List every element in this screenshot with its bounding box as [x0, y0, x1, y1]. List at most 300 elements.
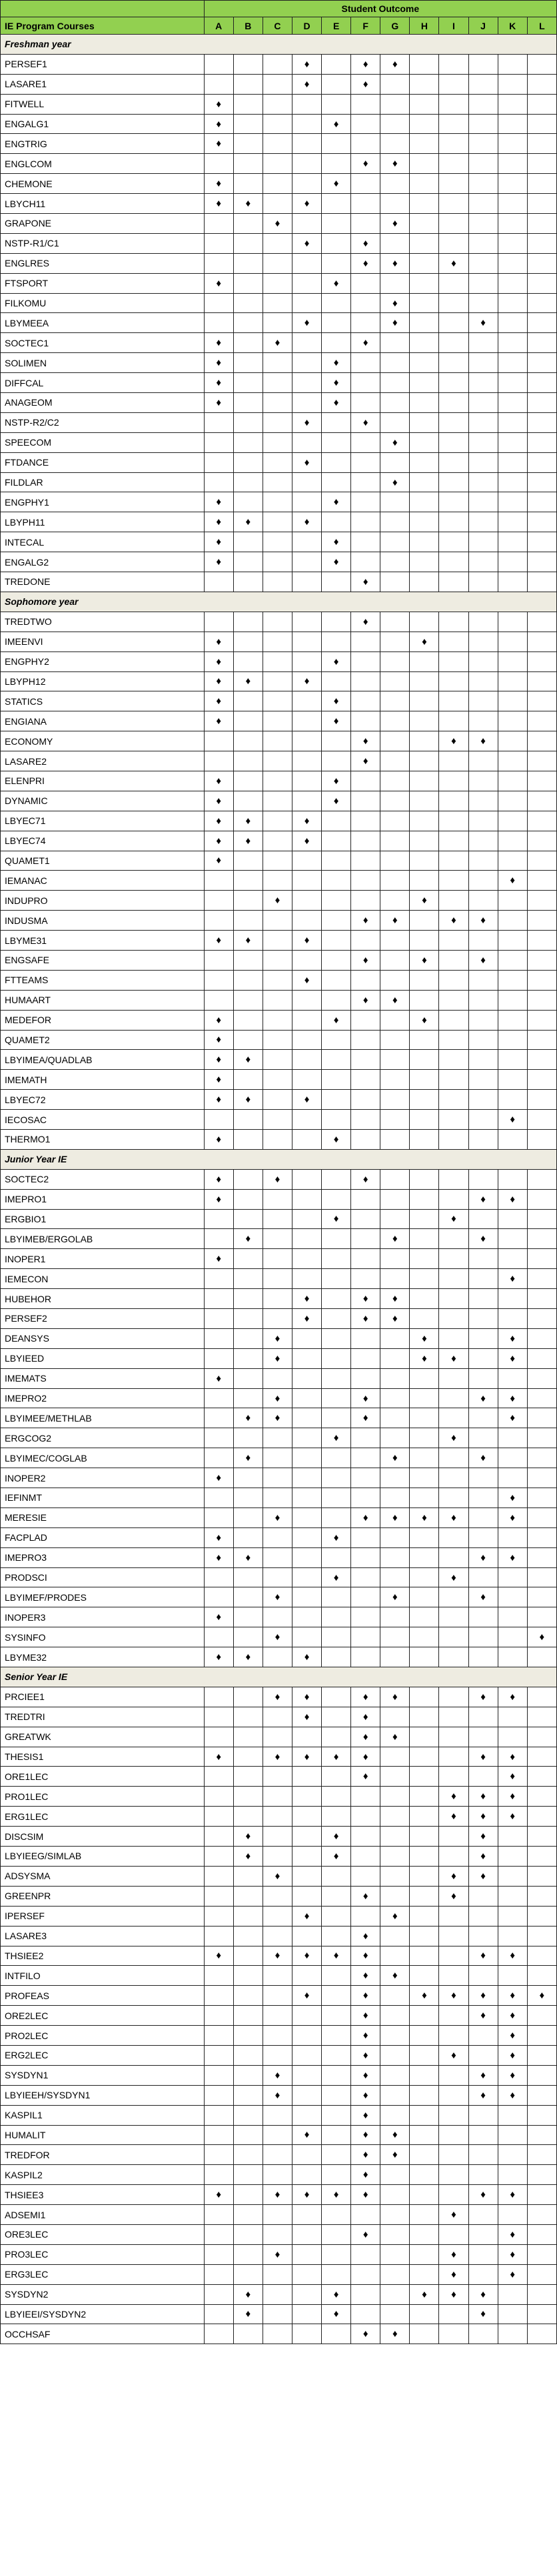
- diamond-mark-icon: ♦: [233, 2284, 263, 2304]
- diamond-mark-icon: ♦: [439, 1807, 468, 1827]
- empty-cell: [380, 333, 410, 353]
- empty-cell: [380, 1707, 410, 1727]
- empty-cell: [263, 1488, 292, 1508]
- diamond-mark-icon: ♦: [263, 2065, 292, 2085]
- empty-cell: [263, 1986, 292, 2006]
- section-header-row: [1, 1149, 557, 1169]
- empty-cell: [263, 572, 292, 592]
- diamond-mark-icon: ♦: [233, 194, 263, 214]
- course-name: LBYIMEC/COGLAB: [1, 1448, 205, 1468]
- course-name: PERSEF2: [1, 1309, 205, 1329]
- course-name: LBYEC72: [1, 1090, 205, 1110]
- empty-cell: [468, 1348, 498, 1368]
- empty-cell: [233, 233, 263, 253]
- empty-cell: [410, 2304, 439, 2324]
- diamond-mark-icon: ♦: [468, 313, 498, 333]
- empty-cell: [498, 174, 527, 194]
- empty-cell: [439, 1010, 468, 1030]
- empty-cell: [351, 1070, 380, 1090]
- empty-cell: [380, 2304, 410, 2324]
- empty-cell: [322, 1189, 351, 1209]
- course-name: SPEECOM: [1, 432, 205, 452]
- empty-cell: [439, 1966, 468, 1986]
- diamond-mark-icon: ♦: [204, 1747, 233, 1767]
- empty-cell: [498, 572, 527, 592]
- empty-cell: [527, 532, 556, 552]
- empty-cell: [380, 1090, 410, 1110]
- diamond-mark-icon: ♦: [498, 1687, 527, 1707]
- empty-cell: [380, 273, 410, 293]
- empty-cell: [410, 2006, 439, 2026]
- diamond-mark-icon: ♦: [233, 512, 263, 532]
- course-name: ORE2LEC: [1, 2006, 205, 2026]
- diamond-mark-icon: ♦: [498, 2026, 527, 2046]
- empty-cell: [263, 1966, 292, 1986]
- empty-cell: [204, 2304, 233, 2324]
- section-title: Freshman year: [1, 35, 557, 55]
- empty-cell: [322, 2165, 351, 2185]
- empty-cell: [439, 1388, 468, 1408]
- empty-cell: [527, 1946, 556, 1966]
- empty-cell: [468, 771, 498, 791]
- diamond-mark-icon: ♦: [468, 1189, 498, 1209]
- empty-cell: [468, 54, 498, 74]
- outcome-column-header: L: [527, 17, 556, 35]
- course-name: INOPER1: [1, 1249, 205, 1269]
- empty-cell: [322, 731, 351, 751]
- empty-cell: [380, 2165, 410, 2185]
- course-name: LASARE2: [1, 751, 205, 771]
- empty-cell: [322, 472, 351, 492]
- empty-cell: [292, 1428, 321, 1448]
- empty-cell: [468, 1926, 498, 1946]
- diamond-mark-icon: ♦: [351, 990, 380, 1010]
- empty-cell: [233, 1986, 263, 2006]
- empty-cell: [322, 194, 351, 214]
- empty-cell: [410, 1090, 439, 1110]
- empty-cell: [468, 353, 498, 373]
- diamond-mark-icon: ♦: [351, 253, 380, 273]
- diamond-mark-icon: ♦: [468, 1807, 498, 1827]
- empty-cell: [263, 253, 292, 273]
- empty-cell: [204, 1687, 233, 1707]
- empty-cell: [468, 114, 498, 134]
- empty-cell: [322, 572, 351, 592]
- empty-cell: [527, 1966, 556, 1986]
- course-name: INDUPRO: [1, 891, 205, 911]
- diamond-mark-icon: ♦: [322, 114, 351, 134]
- table-row: [1, 1269, 557, 1289]
- empty-cell: [527, 1807, 556, 1827]
- empty-cell: [351, 472, 380, 492]
- empty-cell: [233, 1388, 263, 1408]
- diamond-mark-icon: ♦: [439, 1428, 468, 1448]
- diamond-mark-icon: ♦: [498, 1348, 527, 1368]
- empty-cell: [322, 1886, 351, 1906]
- diamond-mark-icon: ♦: [204, 1030, 233, 1050]
- empty-cell: [233, 452, 263, 472]
- empty-cell: [380, 612, 410, 632]
- empty-cell: [204, 293, 233, 313]
- empty-cell: [351, 214, 380, 234]
- empty-cell: [527, 472, 556, 492]
- table-row: [1, 990, 557, 1010]
- empty-cell: [468, 1527, 498, 1547]
- empty-cell: [527, 2264, 556, 2284]
- diamond-mark-icon: ♦: [263, 1348, 292, 1368]
- empty-cell: [439, 891, 468, 911]
- diamond-mark-icon: ♦: [204, 1090, 233, 1110]
- empty-cell: [468, 751, 498, 771]
- table-body: [1, 35, 557, 2344]
- empty-cell: [351, 2264, 380, 2284]
- empty-cell: [527, 1827, 556, 1847]
- empty-cell: [292, 1169, 321, 1189]
- course-name: HUMALIT: [1, 2125, 205, 2145]
- empty-cell: [410, 1249, 439, 1269]
- empty-cell: [233, 2006, 263, 2026]
- empty-cell: [527, 1209, 556, 1229]
- empty-cell: [322, 1269, 351, 1289]
- empty-cell: [233, 1527, 263, 1547]
- empty-cell: [468, 691, 498, 711]
- empty-cell: [233, 1428, 263, 1448]
- table-row: [1, 871, 557, 891]
- course-name: HUBEHOR: [1, 1289, 205, 1309]
- empty-cell: [233, 2165, 263, 2185]
- empty-cell: [380, 2045, 410, 2065]
- table-row: [1, 1289, 557, 1309]
- empty-cell: [204, 1767, 233, 1787]
- empty-cell: [263, 2205, 292, 2225]
- empty-cell: [439, 612, 468, 632]
- empty-cell: [527, 2085, 556, 2105]
- empty-cell: [439, 134, 468, 154]
- empty-cell: [468, 512, 498, 532]
- outcome-column-header: K: [498, 17, 527, 35]
- empty-cell: [204, 2045, 233, 2065]
- empty-cell: [322, 671, 351, 691]
- empty-cell: [292, 911, 321, 931]
- empty-cell: [468, 174, 498, 194]
- empty-cell: [204, 2205, 233, 2225]
- course-name: ERGCOG2: [1, 1428, 205, 1448]
- diamond-mark-icon: ♦: [263, 1328, 292, 1348]
- table-row: [1, 572, 557, 592]
- empty-cell: [292, 1050, 321, 1070]
- section-header-row: [1, 1667, 557, 1687]
- empty-cell: [498, 2324, 527, 2344]
- diamond-mark-icon: ♦: [204, 1070, 233, 1090]
- empty-cell: [351, 1527, 380, 1547]
- empty-cell: [410, 1289, 439, 1309]
- empty-cell: [380, 851, 410, 871]
- empty-cell: [439, 1847, 468, 1867]
- table-row: [1, 771, 557, 791]
- empty-cell: [439, 1647, 468, 1667]
- empty-cell: [439, 2145, 468, 2165]
- empty-cell: [439, 1229, 468, 1249]
- empty-cell: [498, 154, 527, 174]
- empty-cell: [380, 751, 410, 771]
- table-row: [1, 1906, 557, 1926]
- diamond-mark-icon: ♦: [322, 1567, 351, 1587]
- empty-cell: [498, 54, 527, 74]
- table-row: [1, 1926, 557, 1946]
- empty-cell: [498, 1468, 527, 1488]
- empty-cell: [498, 1249, 527, 1269]
- empty-cell: [439, 572, 468, 592]
- empty-cell: [322, 1448, 351, 1468]
- diamond-mark-icon: ♦: [263, 1946, 292, 1966]
- table-row: [1, 2244, 557, 2264]
- section-title: Sophomore year: [1, 592, 557, 612]
- empty-cell: [410, 1767, 439, 1787]
- empty-cell: [527, 1348, 556, 1368]
- empty-cell: [468, 492, 498, 512]
- empty-cell: [322, 911, 351, 931]
- empty-cell: [204, 2224, 233, 2244]
- empty-cell: [204, 1209, 233, 1229]
- outcome-column-header: J: [468, 17, 498, 35]
- diamond-mark-icon: ♦: [292, 931, 321, 951]
- course-name: ORE3LEC: [1, 2224, 205, 2244]
- empty-cell: [292, 950, 321, 970]
- empty-cell: [498, 1289, 527, 1309]
- diamond-mark-icon: ♦: [351, 1408, 380, 1428]
- empty-cell: [439, 771, 468, 791]
- empty-cell: [468, 273, 498, 293]
- table-row: [1, 1030, 557, 1050]
- empty-cell: [380, 1607, 410, 1627]
- empty-cell: [498, 1309, 527, 1329]
- course-name: GREATWK: [1, 1727, 205, 1747]
- empty-cell: [204, 1926, 233, 1946]
- empty-cell: [439, 2165, 468, 2185]
- empty-cell: [527, 1527, 556, 1547]
- empty-cell: [410, 1189, 439, 1209]
- empty-cell: [233, 1687, 263, 1707]
- empty-cell: [468, 2125, 498, 2145]
- empty-cell: [351, 1110, 380, 1130]
- empty-cell: [380, 114, 410, 134]
- empty-cell: [527, 1847, 556, 1867]
- empty-cell: [292, 2085, 321, 2105]
- diamond-mark-icon: ♦: [204, 492, 233, 512]
- empty-cell: [322, 891, 351, 911]
- empty-cell: [233, 1787, 263, 1807]
- empty-cell: [498, 1647, 527, 1667]
- empty-cell: [439, 632, 468, 651]
- table-row: [1, 1946, 557, 1966]
- empty-cell: [527, 851, 556, 871]
- empty-cell: [380, 2006, 410, 2026]
- empty-cell: [204, 1787, 233, 1807]
- empty-cell: [527, 1030, 556, 1050]
- empty-cell: [263, 2125, 292, 2145]
- course-name: QUAMET2: [1, 1030, 205, 1050]
- empty-cell: [439, 691, 468, 711]
- diamond-mark-icon: ♦: [468, 2085, 498, 2105]
- table-row: [1, 2185, 557, 2205]
- empty-cell: [439, 1289, 468, 1309]
- empty-cell: [527, 1289, 556, 1309]
- empty-cell: [263, 412, 292, 432]
- empty-cell: [204, 2244, 233, 2264]
- empty-cell: [204, 1408, 233, 1428]
- empty-cell: [439, 831, 468, 851]
- empty-cell: [292, 711, 321, 731]
- empty-cell: [292, 2264, 321, 2284]
- outcome-column-header: H: [410, 17, 439, 35]
- empty-cell: [527, 1767, 556, 1787]
- outcome-column-header: B: [233, 17, 263, 35]
- diamond-mark-icon: ♦: [351, 1707, 380, 1727]
- empty-cell: [351, 1587, 380, 1607]
- empty-cell: [263, 2224, 292, 2244]
- empty-cell: [204, 2165, 233, 2185]
- table-row: [1, 1189, 557, 1209]
- diamond-mark-icon: ♦: [351, 233, 380, 253]
- diamond-mark-icon: ♦: [351, 1986, 380, 2006]
- empty-cell: [351, 2244, 380, 2264]
- empty-cell: [498, 2125, 527, 2145]
- empty-cell: [204, 2284, 233, 2304]
- empty-cell: [204, 1448, 233, 1468]
- course-name: NSTP-R1/C1: [1, 233, 205, 253]
- table-row: [1, 1309, 557, 1329]
- diamond-mark-icon: ♦: [322, 2284, 351, 2304]
- empty-cell: [351, 1866, 380, 1886]
- empty-cell: [263, 1827, 292, 1847]
- empty-cell: [410, 2264, 439, 2284]
- empty-cell: [204, 1567, 233, 1587]
- diamond-mark-icon: ♦: [263, 333, 292, 353]
- empty-cell: [410, 1807, 439, 1827]
- diamond-mark-icon: ♦: [498, 1408, 527, 1428]
- empty-cell: [292, 731, 321, 751]
- empty-cell: [233, 612, 263, 632]
- empty-cell: [410, 373, 439, 393]
- empty-cell: [263, 492, 292, 512]
- empty-cell: [351, 114, 380, 134]
- empty-cell: [439, 1946, 468, 1966]
- diamond-mark-icon: ♦: [233, 1090, 263, 1110]
- empty-cell: [410, 512, 439, 532]
- table-row: [1, 612, 557, 632]
- empty-cell: [527, 671, 556, 691]
- diamond-mark-icon: ♦: [439, 1567, 468, 1587]
- empty-cell: [292, 1926, 321, 1946]
- empty-cell: [292, 2244, 321, 2264]
- empty-cell: [410, 2026, 439, 2046]
- empty-cell: [439, 393, 468, 413]
- course-name: ENGPHY2: [1, 651, 205, 671]
- diamond-mark-icon: ♦: [351, 1507, 380, 1527]
- empty-cell: [351, 1030, 380, 1050]
- table-row: [1, 1249, 557, 1269]
- table-row: [1, 1747, 557, 1767]
- diamond-mark-icon: ♦: [292, 671, 321, 691]
- empty-cell: [527, 1169, 556, 1189]
- empty-cell: [527, 1448, 556, 1468]
- empty-cell: [380, 2284, 410, 2304]
- empty-cell: [351, 2205, 380, 2225]
- empty-cell: [498, 412, 527, 432]
- empty-cell: [263, 114, 292, 134]
- empty-cell: [527, 154, 556, 174]
- empty-cell: [439, 293, 468, 313]
- empty-cell: [322, 990, 351, 1010]
- empty-cell: [439, 2125, 468, 2145]
- empty-cell: [263, 373, 292, 393]
- empty-cell: [498, 532, 527, 552]
- empty-cell: [322, 2026, 351, 2046]
- empty-cell: [527, 1926, 556, 1946]
- empty-cell: [263, 771, 292, 791]
- empty-cell: [380, 412, 410, 432]
- empty-cell: [439, 851, 468, 871]
- course-name: PRODSCI: [1, 1567, 205, 1587]
- course-name: IEMANAC: [1, 871, 205, 891]
- empty-cell: [439, 353, 468, 373]
- empty-cell: [527, 552, 556, 572]
- diamond-mark-icon: ♦: [204, 1129, 233, 1149]
- diamond-mark-icon: ♦: [351, 2125, 380, 2145]
- empty-cell: [380, 1348, 410, 1368]
- empty-cell: [233, 2065, 263, 2085]
- table-row: [1, 1727, 557, 1747]
- diamond-mark-icon: ♦: [380, 214, 410, 234]
- empty-cell: [322, 1388, 351, 1408]
- diamond-mark-icon: ♦: [322, 1129, 351, 1149]
- diamond-mark-icon: ♦: [263, 1866, 292, 1886]
- empty-cell: [527, 2185, 556, 2205]
- diamond-mark-icon: ♦: [439, 253, 468, 273]
- table-row: [1, 1827, 557, 1847]
- empty-cell: [527, 651, 556, 671]
- empty-cell: [292, 2165, 321, 2185]
- empty-cell: [468, 1090, 498, 1110]
- empty-cell: [233, 273, 263, 293]
- empty-cell: [498, 1428, 527, 1448]
- empty-cell: [380, 2224, 410, 2244]
- empty-cell: [233, 2244, 263, 2264]
- empty-cell: [351, 1847, 380, 1867]
- empty-cell: [498, 1209, 527, 1229]
- empty-cell: [322, 512, 351, 532]
- course-name: THSIEE3: [1, 2185, 205, 2205]
- empty-cell: [263, 1807, 292, 1827]
- table-row: [1, 931, 557, 951]
- empty-cell: [439, 1547, 468, 1567]
- diamond-mark-icon: ♦: [204, 711, 233, 731]
- empty-cell: [380, 1567, 410, 1587]
- empty-cell: [439, 1368, 468, 1388]
- empty-cell: [498, 1030, 527, 1050]
- empty-cell: [468, 851, 498, 871]
- diamond-mark-icon: ♦: [233, 1229, 263, 1249]
- empty-cell: [292, 1527, 321, 1547]
- empty-cell: [322, 333, 351, 353]
- diamond-mark-icon: ♦: [322, 1010, 351, 1030]
- course-name: LBYIMEE/METHLAB: [1, 1408, 205, 1428]
- diamond-mark-icon: ♦: [380, 2145, 410, 2165]
- empty-cell: [439, 114, 468, 134]
- empty-cell: [292, 1249, 321, 1269]
- empty-cell: [351, 671, 380, 691]
- empty-cell: [233, 990, 263, 1010]
